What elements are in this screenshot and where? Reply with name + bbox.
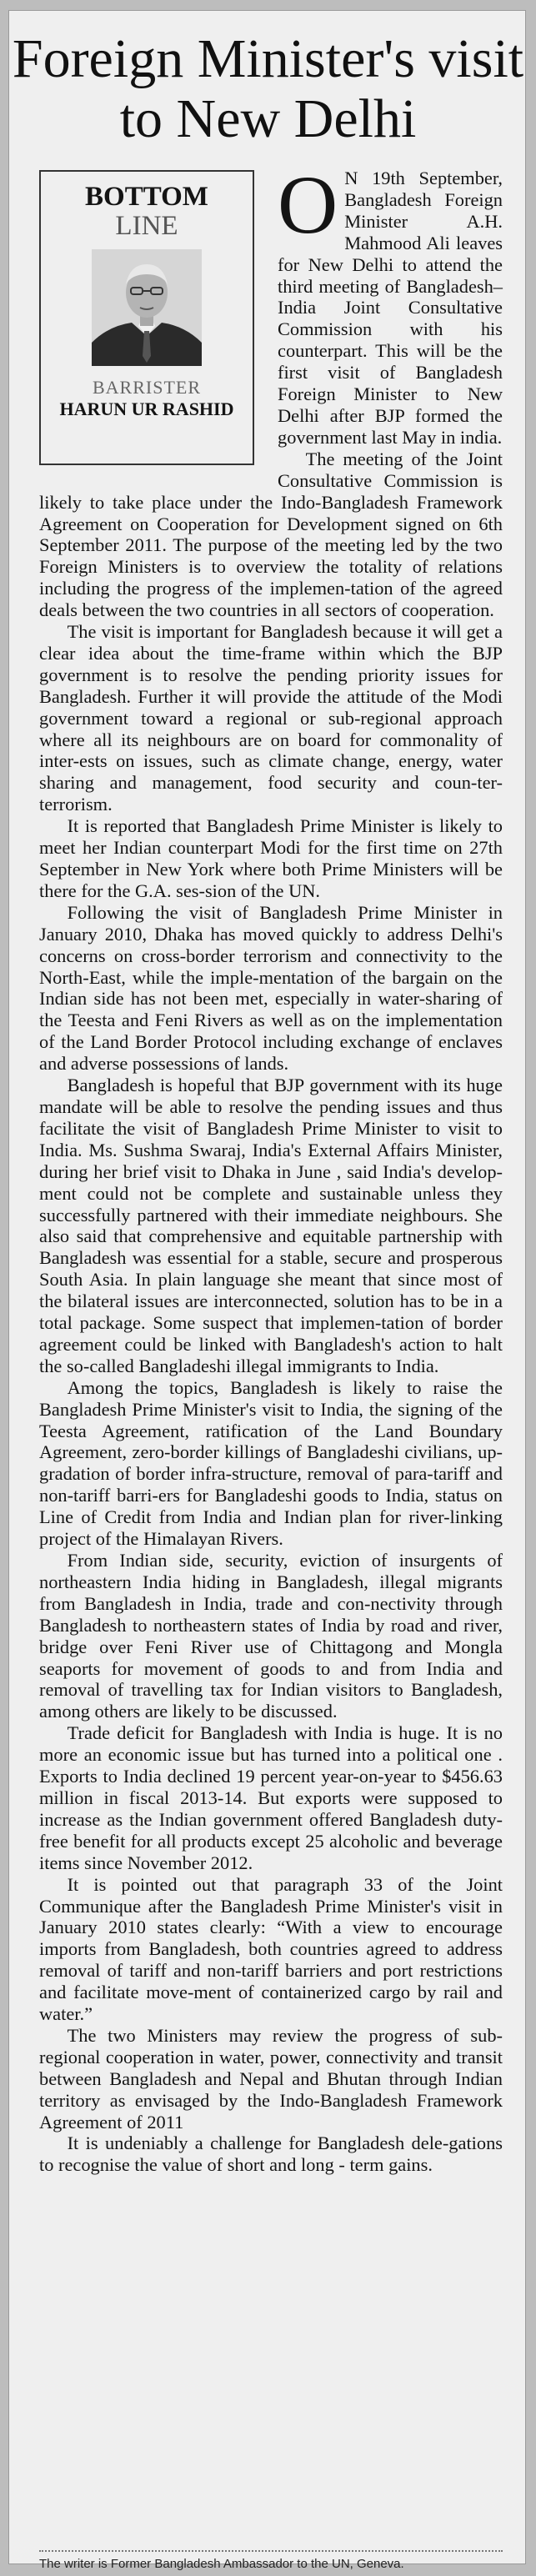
column-subtitle: LINE [115,211,178,241]
paragraph: Trade deficit for Bangladesh with India is huge. It is no more an economic issue but has turned into a political one . Exports to India declined 19 percent year-on-year to $456.63 million in fiscal 2013-14. But exports were supposed to increase as the Indian government offered Bangladesh duty-free benefit for all products except 25 alcoholic and beverage items since November 2012. [39,1722,503,1873]
drop-cap: O [278,158,338,251]
column-title: BOTTOM [85,182,208,212]
article-body [39,158,503,2176]
article-frame [8,10,526,2571]
paragraph: The meeting of the Joint Consultative Commission is likely to take place under the Indo-Bangladesh Framework Agreement on Cooperation for Development signed on 6th September 2011. The purpose of the meeting led by the two Foreign Ministers is to overview the totality of relations including the progress of the implemen-tation of the agreed deals between the two countries in all sectors of cooperation. [39,448,503,621]
paragraph: Bangladesh is hopeful that BJP government with its huge mandate will be able to resolve the pending issues and thus facilitate the visit of Bangladesh Prime Minister to visit to India. Ms. Sushma Swaraj, India's External Affairs Minister, during her brief visit to Dhaka in June , said India's develop-ment could not be complete and sustainable unless they successfully partnered with their immediate neighbours. She also said that comprehensive and equitable partnership with Bangladesh was essential for a stable, secure and prosperous South Asia. In plain language she meant that since most of the bilateral issues are interconnected, solution has to be in a total package. Some suspect that implemen-tation of border agreement could be linked with Bangladesh's action to halt the so-called Bangladeshi illegal immigrants to India. [39,1075,503,1376]
paragraph: Among the topics, Bangladesh is likely to raise the Bangladesh Prime Minister's visit to India, the signing of the Teesta Agreement, ratification of the Land Boundary Agreement, zero-border killings of Bangladeshi civilians, up-gradation of border infra-structure, removal of para-tariff and non-tariff barri-ers for Bangladeshi goods to India, status on Line of Credit from India and Indian plan for river-linking project of the Himalayan Rivers. [39,1376,503,1550]
paragraph: It is pointed out that paragraph 33 of the Joint Communique after the Bangladesh Prime Minister's visit in January 2010 states clearly: “With a view to encourage imports from Bangladesh, both countries agreed to address removal of tariff and non-tariff barriers and port restrictions and facilitate move-ment of containerized cargo by rail and water.” [39,1873,503,2025]
paragraph: The two Ministers may review the progress of sub-regional cooperation in water, power, connectivity and transit between Bangladesh and Nepal and Bhutan through Indian territory as envisaged by the Indo-Bangladesh Framework Agreement of 2011 [39,2024,503,2132]
author-photo [92,249,202,366]
paragraph: The visit is important for Bangladesh because it will get a clear idea about the time-frame within which the BJP government is to resolve the pending priority issues for Bangladesh. Further it will provide the attitude of the Modi government toward a regional or sub-regional approach where all its neighbours are on board for commonality of inter-ests on issues, such as climate change, energy, water sharing and management, food security and coun-ter-terrorism. [39,621,503,815]
footer-divider [39,2550,503,2552]
paragraph: Following the visit of Bangladesh Prime Minister in January 2010, Dhaka has moved quickly to address Delhi's concerns on cross-border terrorism and connectivity to the North-East, while the imple-mentation of the bargain on the Indian side has not been met, especially in water-sharing of the Teesta and Feni Rivers as well as on the implementation of the Land Border Protocol including exchange of enclaves and adverse possessions of lands. [39,901,503,1075]
paragraph: From Indian side, security, eviction of insurgents of northeastern India hiding in Bangladesh, illegal migrants from Bangladesh in India, trade and con-nectivity through Bangladesh to northeastern states of India by road and river, bridge over Feni River use of Chittagong and Mongla seaports for movement of goods to and from India and removal of travelling tax for Indian visitors to Bangladesh, among others are likely to be discussed. [39,1550,503,1722]
column-box [39,170,254,465]
author-name: HARUN UR RASHID [59,398,234,419]
headline: Foreign Minister's visit to New Delhi [12,28,524,149]
paragraph: N 19th September, Bangladesh Foreign Minister A.H. Mahmood Ali leaves for New Delhi to attend the third meeting of Bangladesh–India Joint Consultative Commission with his counterpart. This will be the first visit of Bangladesh Foreign Minister to New Delhi after BJP formed the government last May in india. [278,168,503,448]
author-note: The writer is Former Bangladesh Ambassador to the UN, Geneva. [39,2557,404,2571]
paragraph: It is undeniably a challenge for Bangladesh dele-gations to recognise the value of short and long - term gains. [39,2132,503,2176]
paragraph: It is reported that Bangladesh Prime Minister is likely to meet her Indian counterpart Modi for the first time on 27th September in New York where both Prime Ministers will be there for the G.A. ses-sion of the UN. [39,815,503,901]
author-role: BARRISTER [92,377,202,398]
